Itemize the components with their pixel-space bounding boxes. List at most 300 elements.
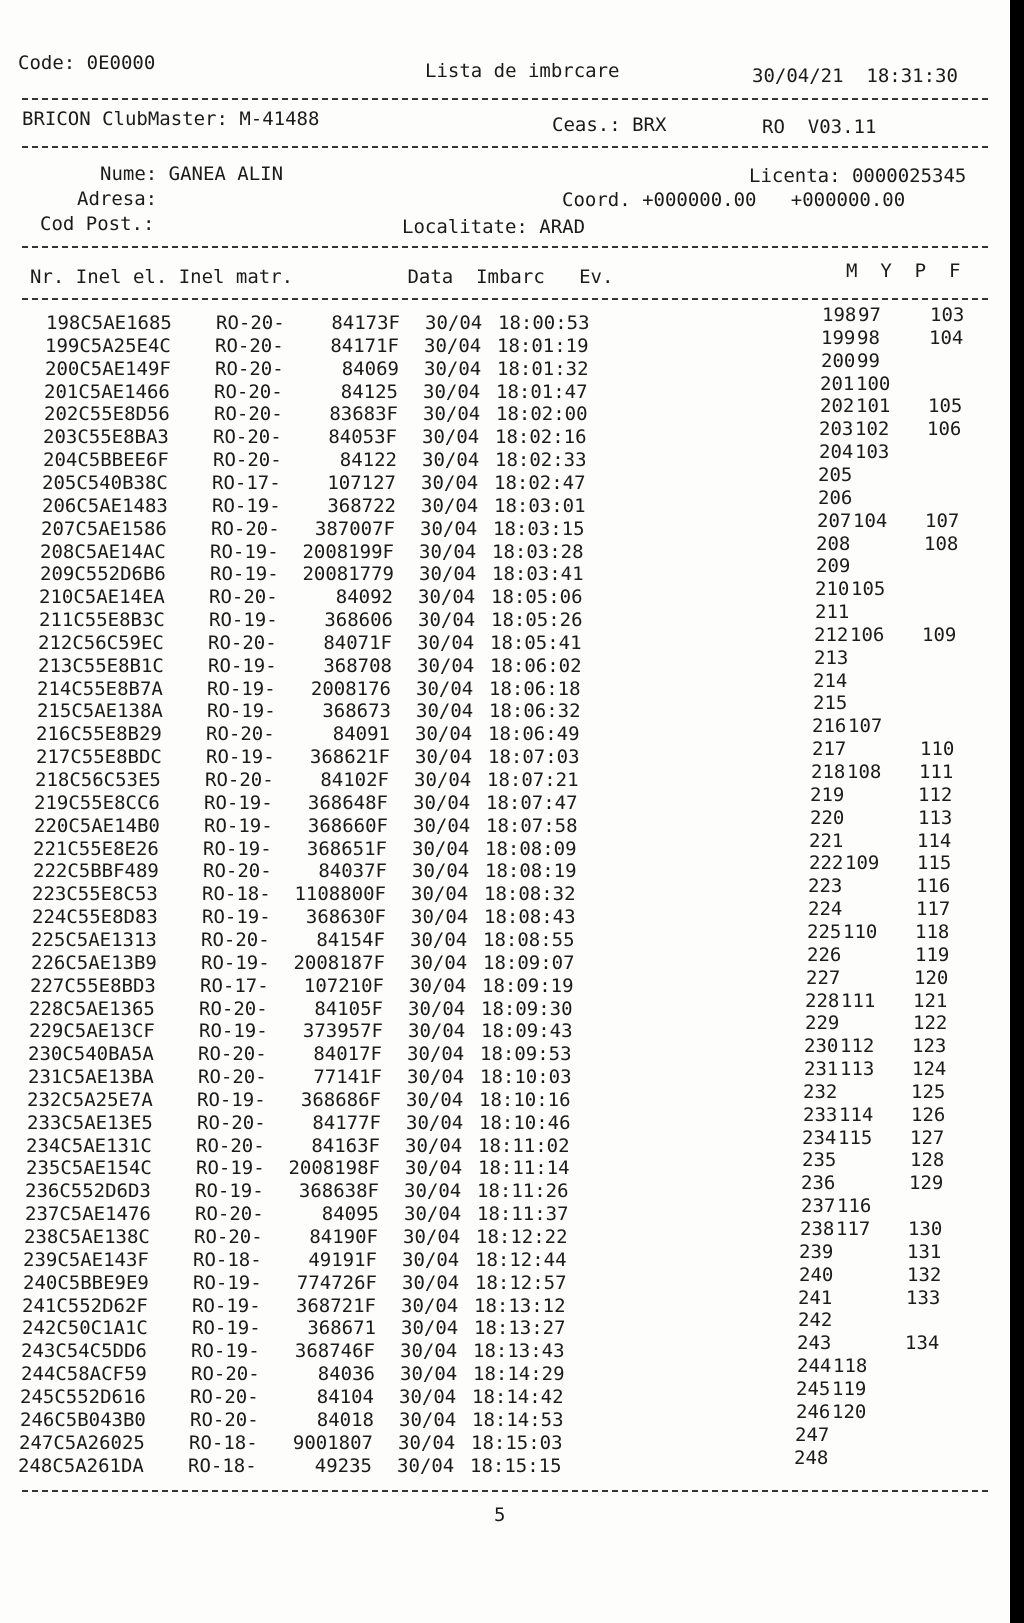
ring-serial: 83683F: [329, 403, 398, 426]
entry-time: 18:15:15: [470, 1454, 562, 1477]
entry-time: 18:08:19: [485, 860, 577, 883]
table-row: [0, 1218, 988, 1248]
table-row: [0, 806, 998, 837]
ring-serial: 107127: [327, 471, 396, 494]
ring-series: RO-20-: [209, 586, 278, 609]
flag-y: 116: [837, 1195, 872, 1218]
ring-series: RO-19-: [202, 906, 271, 929]
flag-p: 122: [913, 1012, 948, 1035]
flag-y: 112: [840, 1035, 875, 1058]
ring-series: RO-20-: [196, 1134, 265, 1157]
page-title: Lista de imbrcare: [425, 60, 620, 82]
ring-serial: 9001807: [292, 1431, 373, 1454]
flag-y: 108: [847, 761, 882, 783]
ring-series: RO-18-: [193, 1248, 262, 1271]
entry-time: 18:12:44: [475, 1248, 567, 1271]
flag-p: 103: [930, 304, 965, 326]
ring-number: 217C55E8BDC: [36, 746, 162, 769]
flag-p: 108: [924, 532, 959, 555]
ring-series: RO-19-: [210, 563, 279, 586]
ring-serial: 84017F: [313, 1043, 382, 1066]
entry-time: 18:10:16: [479, 1088, 571, 1111]
table-row: [0, 532, 1004, 563]
table-row: [0, 943, 995, 974]
entry-date: 30/04: [400, 1340, 458, 1363]
entry-date: 30/04: [413, 791, 471, 814]
flag-m: 226: [807, 943, 842, 966]
ring-serial: 20081779: [302, 563, 394, 586]
ring-series: RO-20-: [194, 1226, 263, 1248]
ring-serial: 107210F: [303, 974, 384, 997]
ring-serial: 774726F: [296, 1271, 377, 1294]
flag-p: 116: [916, 875, 951, 898]
entry-date: 30/04: [410, 951, 468, 974]
ring-serial: 84173F: [331, 312, 400, 334]
entry-time: 18:12:22: [476, 1226, 568, 1248]
ring-number: 200C5AE149F: [45, 357, 171, 380]
entry-time: 18:06:18: [489, 677, 581, 700]
entry-date: 30/04: [410, 928, 468, 951]
ring-number: 210C5AE14EA: [39, 586, 165, 609]
ring-serial: 84018: [316, 1408, 374, 1431]
flag-m: 231: [804, 1058, 839, 1081]
flag-m: 218: [811, 761, 846, 783]
ring-serial: 84036: [317, 1363, 375, 1386]
entry-date: 30/04: [425, 312, 483, 334]
ring-number: 206C5AE1483: [42, 494, 168, 517]
flag-m: 238: [800, 1218, 835, 1240]
ring-number: 224C55E8D83: [32, 906, 158, 929]
ring-serial: 84190F: [309, 1226, 378, 1248]
ring-series: RO-18-: [189, 1431, 258, 1454]
flag-m: 240: [799, 1263, 834, 1286]
entry-date: 30/04: [423, 380, 481, 403]
entry-time: 18:06:02: [490, 654, 582, 677]
entry-date: 30/04: [420, 517, 478, 540]
entry-date: 30/04: [407, 1043, 465, 1066]
separator-3: [22, 246, 988, 248]
table-header: Nr. Inel el. Inel matr. Data Imbarc Ev.: [30, 266, 614, 288]
ring-serial: 84122: [339, 449, 397, 472]
entry-time: 18:02:47: [494, 471, 586, 494]
ring-number: 243C54C5DD6: [21, 1340, 147, 1363]
ring-serial: 84177F: [312, 1111, 381, 1134]
entry-date: 30/04: [399, 1385, 457, 1408]
ring-serial: 84125: [340, 380, 398, 403]
flag-m: 230: [804, 1035, 839, 1058]
ring-series: RO-19-: [207, 700, 276, 723]
entry-time: 18:10:03: [480, 1066, 572, 1089]
ring-series: RO-20-: [215, 357, 284, 380]
entry-time: 18:13:27: [474, 1317, 566, 1340]
flag-y: 103: [855, 441, 890, 464]
entry-time: 18:06:32: [489, 700, 581, 723]
flag-m: 232: [803, 1080, 838, 1103]
ring-number: 215C5AE138A: [37, 700, 163, 723]
entry-date: 30/04: [409, 974, 467, 997]
ring-number: 240C5BBE9E9: [23, 1271, 149, 1294]
ring-serial: 2008187F: [293, 951, 385, 974]
flag-m: 200: [821, 349, 856, 372]
flag-y: 99: [857, 349, 880, 372]
separator-5: [22, 1490, 988, 1492]
entry-time: 18:07:47: [486, 791, 578, 814]
ring-number: 248C5A261DA: [18, 1454, 144, 1477]
flag-y: 102: [855, 418, 890, 441]
ring-series: RO-18-: [188, 1454, 257, 1477]
ring-number: 237C5AE1476: [25, 1203, 151, 1226]
locality-label: Localitate: ARAD: [402, 216, 586, 238]
table-row: [0, 1309, 986, 1340]
flag-m: 220: [810, 806, 845, 829]
flag-m: 212: [814, 623, 849, 646]
flag-y: 117: [836, 1218, 871, 1240]
entry-date: 30/04: [418, 609, 476, 632]
entry-time: 18:01:47: [496, 380, 588, 403]
entry-time: 18:11:37: [477, 1203, 569, 1226]
entry-time: 18:12:57: [475, 1271, 567, 1294]
table-row: [0, 1400, 984, 1431]
flag-y: 107: [848, 715, 883, 738]
ring-series: RO-17-: [212, 471, 281, 494]
flag-y: 101: [856, 395, 891, 418]
entry-time: 18:08:09: [485, 837, 577, 860]
flag-p: 128: [910, 1149, 945, 1172]
flag-m: 217: [812, 738, 847, 761]
ring-serial: 368708: [323, 654, 392, 677]
flag-p: 118: [915, 920, 950, 943]
entry-time: 18:06:49: [488, 723, 580, 746]
entry-date: 30/04: [406, 1111, 464, 1134]
flag-p: 126: [911, 1103, 946, 1126]
entry-time: 18:13:12: [474, 1294, 566, 1317]
flag-p: 112: [918, 783, 953, 806]
page-number: 5: [494, 1504, 506, 1526]
separator-4: [22, 298, 988, 300]
entry-time: 18:01:32: [497, 357, 589, 380]
entry-time: 18:11:26: [477, 1180, 569, 1203]
entry-time: 18:02:33: [495, 449, 587, 472]
ring-series: RO-19-: [192, 1294, 261, 1317]
flag-p: 120: [914, 966, 949, 989]
entry-date: 30/04: [417, 654, 475, 677]
ring-series: RO-20-: [214, 380, 283, 403]
ring-number: 245C552D616: [20, 1385, 146, 1408]
owner-name: Nume: GANEA ALIN: [100, 163, 284, 185]
ring-serial: 2008176: [310, 677, 391, 700]
entry-date: 30/04: [415, 746, 473, 769]
ring-serial: 84069: [341, 357, 399, 380]
entry-date: 30/04: [406, 1088, 464, 1111]
flag-y: 104: [853, 509, 888, 532]
ring-series: RO-20-: [214, 403, 283, 426]
entry-date: 30/04: [411, 883, 469, 906]
ring-number: 228C5AE1365: [29, 997, 155, 1020]
entry-time: 18:07:58: [486, 814, 578, 837]
entry-date: 30/04: [421, 471, 479, 494]
table-row: [0, 509, 1005, 540]
ring-series: RO-19-: [210, 540, 279, 563]
ring-number: 204C5BBEE6F: [43, 449, 169, 472]
flag-p: 134: [905, 1332, 940, 1355]
table-row: [0, 875, 996, 906]
ring-series: RO-19-: [199, 1020, 268, 1043]
ring-number: 211C55E8B3C: [39, 609, 165, 632]
flag-y: 113: [840, 1058, 875, 1081]
entry-date: 30/04: [421, 494, 479, 517]
entry-time: 18:08:55: [483, 928, 575, 951]
ring-serial: 368673: [322, 700, 391, 723]
entry-date: 30/04: [404, 1203, 462, 1226]
entry-date: 30/04: [411, 906, 469, 929]
entry-time: 18:09:19: [482, 974, 574, 997]
ring-number: 238C5AE138C: [24, 1226, 150, 1248]
version-label: RO V03.11: [762, 116, 877, 138]
separator-2: [22, 146, 988, 148]
ring-number: 205C540B38C: [42, 471, 168, 494]
entry-date: 30/04: [415, 723, 473, 746]
flag-m: 211: [815, 601, 850, 624]
entry-date: 30/04: [401, 1294, 459, 1317]
table-row: [0, 783, 998, 814]
ring-number: 220C5AE14B0: [34, 814, 160, 837]
entry-date: 30/04: [408, 1020, 466, 1043]
table-row: [0, 669, 1001, 700]
flag-m: 199: [821, 326, 856, 349]
flag-m: 233: [803, 1103, 838, 1126]
flag-m: 245: [796, 1377, 831, 1400]
entry-date: 30/04: [416, 700, 474, 723]
flag-m: 221: [809, 829, 844, 852]
ring-number: 247C5A26025: [19, 1431, 145, 1454]
ring-number: 219C55E8CC6: [34, 791, 160, 814]
entry-date: 30/04: [407, 1066, 465, 1089]
ring-serial: 368660F: [307, 814, 388, 837]
ring-serial: 84163F: [311, 1134, 380, 1157]
entry-date: 30/04: [403, 1226, 461, 1248]
ring-number: 201C5AE1466: [44, 380, 170, 403]
entry-time: 18:05:41: [490, 631, 582, 654]
ring-number: 199C5A25E4C: [45, 334, 171, 357]
ring-series: RO-20-: [213, 426, 282, 449]
flag-m: 209: [816, 555, 851, 578]
flag-m: 234: [802, 1126, 837, 1149]
flag-m: 206: [818, 486, 853, 509]
flag-y: 110: [843, 920, 878, 943]
table-row: [0, 1058, 992, 1089]
ring-series: RO-20-: [197, 1111, 266, 1134]
entry-time: 18:02:00: [496, 403, 588, 426]
flag-m: 216: [812, 715, 847, 738]
flag-m: 239: [799, 1240, 834, 1263]
ring-number: 234C5AE131C: [26, 1134, 152, 1157]
flag-m: 223: [808, 875, 843, 898]
ring-serial: 2008199F: [302, 540, 394, 563]
entry-time: 18:08:32: [484, 883, 576, 906]
flag-y: 100: [856, 372, 891, 395]
ring-series: RO-20-: [205, 769, 274, 791]
entry-time: 18:05:26: [491, 609, 583, 632]
entry-time: 18:07:21: [487, 769, 579, 791]
ring-series: RO-20-: [191, 1363, 260, 1386]
entry-time: 18:14:29: [473, 1363, 565, 1386]
separator-1: [22, 98, 988, 100]
ring-number: 226C5AE13B9: [31, 951, 157, 974]
ring-series: RO-19-: [193, 1271, 262, 1294]
ring-serial: 84104: [316, 1385, 374, 1408]
entry-time: 18:11:14: [478, 1157, 570, 1180]
entry-time: 18:09:30: [481, 997, 573, 1020]
table-row: [0, 1126, 990, 1157]
flag-m: 244: [797, 1355, 832, 1378]
entry-time: 18:03:28: [492, 540, 584, 563]
ring-serial: 84037F: [318, 860, 387, 883]
entry-time: 18:13:43: [473, 1340, 565, 1363]
flag-m: 237: [801, 1195, 836, 1218]
ring-number: 207C5AE1586: [41, 517, 167, 540]
ring-serial: 368686F: [300, 1088, 381, 1111]
ring-series: RO-20-: [190, 1408, 259, 1431]
flag-p: 131: [907, 1240, 942, 1263]
ring-number: 227C55E8BD3: [30, 974, 156, 997]
entry-date: 30/04: [418, 586, 476, 609]
ring-serial: 368648F: [307, 791, 388, 814]
ring-series: RO-17-: [200, 974, 269, 997]
entry-time: 18:09:07: [483, 951, 575, 974]
ring-number: 223C55E8C53: [32, 883, 158, 906]
flag-y: 109: [845, 852, 880, 875]
ring-number: 218C56C53E5: [35, 769, 161, 791]
ring-serial: 368630F: [305, 906, 386, 929]
ring-number: 239C5AE143F: [23, 1248, 149, 1271]
flag-p: 107: [925, 509, 960, 532]
flag-p: 106: [927, 418, 962, 441]
entry-date: 30/04: [405, 1134, 463, 1157]
flag-p: 123: [912, 1035, 947, 1058]
entry-date: 30/04: [408, 997, 466, 1020]
entry-date: 30/04: [399, 1408, 457, 1431]
entry-date: 30/04: [422, 449, 480, 472]
flag-y: 118: [833, 1355, 868, 1378]
table-row: [0, 715, 1000, 746]
ring-series: RO-19-: [192, 1317, 261, 1340]
entry-time: 18:09:43: [481, 1020, 573, 1043]
ring-number: 213C55E8B1C: [38, 654, 164, 677]
entry-time: 18:03:41: [492, 563, 584, 586]
flag-y: 119: [832, 1377, 867, 1400]
ring-number: 202C55E8D56: [44, 403, 170, 426]
flag-p: 104: [929, 326, 964, 349]
flag-p: 133: [906, 1286, 941, 1309]
ring-number: 242C50C1A1C: [22, 1317, 148, 1340]
entry-date: 30/04: [422, 426, 480, 449]
ring-series: RO-19-: [203, 837, 272, 860]
flag-p: 119: [915, 943, 950, 966]
flag-y: 120: [832, 1400, 867, 1423]
ring-serial: 84092: [335, 586, 393, 609]
ring-serial: 84071F: [323, 631, 392, 654]
flag-m: 208: [816, 532, 851, 555]
flag-p: 109: [922, 623, 957, 646]
ring-number: 214C55E8B7A: [37, 677, 163, 700]
ring-serial: 368722: [327, 494, 396, 517]
ring-serial: 368671: [307, 1317, 376, 1340]
ring-serial: 84091: [332, 723, 390, 746]
flag-m: 229: [805, 1012, 840, 1035]
ring-serial: 84102F: [320, 769, 389, 791]
ring-serial: 84154F: [316, 928, 385, 951]
ring-series: RO-20-: [213, 449, 282, 472]
table-row: [0, 1446, 982, 1477]
ring-number: 236C552D6D3: [25, 1180, 151, 1203]
table-row: [0, 1240, 987, 1271]
license-number: Licenta: 0000025345: [749, 165, 967, 187]
entry-time: 18:10:46: [479, 1111, 571, 1134]
ring-series: RO-19-: [191, 1340, 260, 1363]
ring-serial: 387007F: [314, 517, 395, 540]
ring-series: RO-20-: [206, 723, 275, 746]
flag-m: 224: [808, 898, 843, 921]
ring-series: RO-19-: [204, 791, 273, 814]
entry-date: 30/04: [404, 1180, 462, 1203]
entry-date: 30/04: [402, 1271, 460, 1294]
flag-p: 114: [917, 829, 952, 852]
flag-p: 111: [919, 761, 954, 783]
ring-number: 212C56C59EC: [38, 631, 164, 654]
entry-date: 30/04: [405, 1157, 463, 1180]
entry-date: 30/04: [398, 1431, 456, 1454]
coordinates: Coord. +000000.00 +000000.00: [562, 189, 906, 211]
flag-m: 241: [798, 1286, 833, 1309]
flag-m: 203: [819, 418, 854, 441]
flag-m: 198: [822, 304, 857, 326]
entry-date: 30/04: [401, 1317, 459, 1340]
ring-serial: 49191F: [308, 1248, 377, 1271]
entry-date: 30/04: [419, 540, 477, 563]
flag-p: 121: [913, 989, 948, 1012]
ring-number: 231C5AE13BA: [28, 1066, 154, 1089]
entry-time: 18:02:16: [495, 426, 587, 449]
ring-serial: 49235: [314, 1454, 372, 1477]
entry-time: 18:09:53: [480, 1043, 572, 1066]
ring-serial: 77141F: [313, 1066, 382, 1089]
flag-y: 105: [851, 578, 886, 601]
ring-series: RO-20-: [198, 1043, 267, 1066]
ring-serial: 84053F: [328, 426, 397, 449]
flag-y: 106: [850, 623, 885, 646]
ring-number: 232C5A25E7A: [27, 1088, 153, 1111]
ring-serial: 84105F: [314, 997, 383, 1020]
flag-m: 242: [798, 1309, 833, 1332]
ring-number: 246C5B043B0: [20, 1408, 146, 1431]
ring-serial: 84171F: [330, 334, 399, 357]
flag-p: 124: [912, 1058, 947, 1081]
table-row: [0, 920, 995, 951]
table-row: [0, 761, 999, 791]
ring-series: RO-19-: [197, 1088, 266, 1111]
ring-series: RO-20-: [216, 312, 285, 334]
flag-m: 228: [805, 989, 840, 1012]
table-row: [0, 1423, 983, 1454]
flag-m: 207: [817, 509, 852, 532]
clock-label: Ceas.: BRX: [552, 114, 667, 136]
table-row: [0, 852, 997, 883]
table-row: [0, 463, 1006, 494]
ring-serial: 1108800F: [294, 883, 386, 906]
flag-m: 214: [813, 669, 848, 692]
entry-date: 30/04: [412, 837, 470, 860]
ring-series: RO-20-: [195, 1203, 264, 1226]
